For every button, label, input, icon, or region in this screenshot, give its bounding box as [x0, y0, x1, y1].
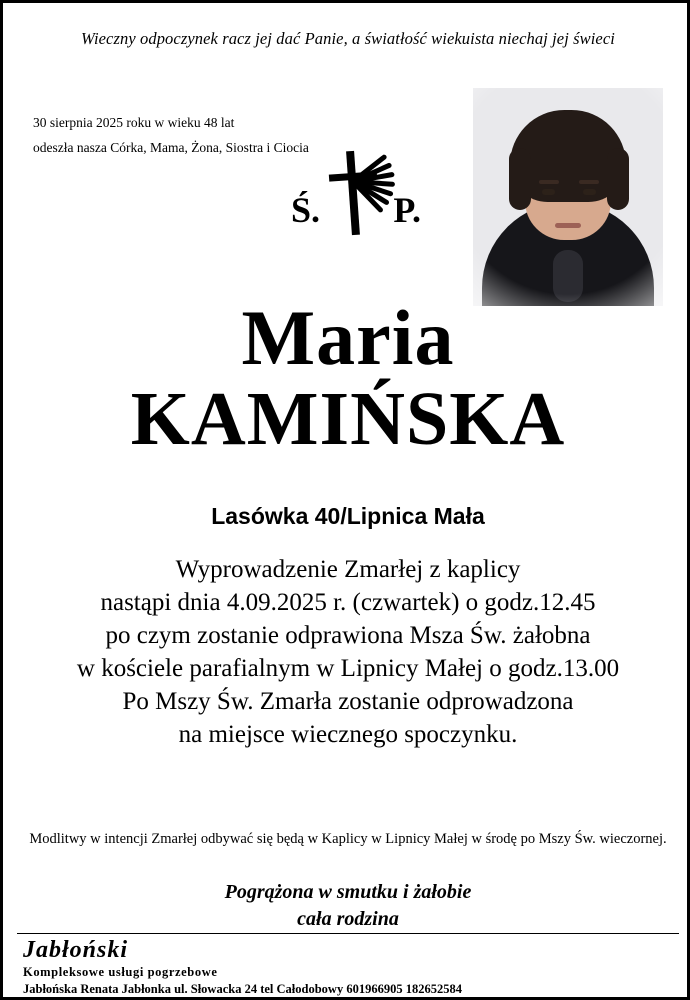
ceremony-line-1: Wyprowadzenie Zmarłej z kaplicy [175, 556, 521, 583]
ceremony-line-5: Po Mszy Św. Zmarła zostanie odprowadzona [122, 688, 574, 715]
portrait-photo [473, 88, 663, 306]
verse-text: Wieczny odpoczynek racz jej dać Panie, a światłość wiekuista niechaj jej świeci [81, 29, 615, 48]
mourning-signature [3, 879, 690, 933]
palm-branch [343, 169, 403, 231]
mourning-line-2: cała rodzina [297, 908, 399, 931]
company-services: Kompleksowe usługi pogrzebowe [23, 965, 218, 979]
photo-vignette [473, 88, 663, 306]
ceremony-line-4: w kościele parafialnym w Lipnicy Małej o godz.13.00 [76, 655, 620, 682]
company-logo-text: Jabłoński [23, 937, 129, 963]
footer-divider [17, 933, 679, 934]
intro-line-2: odeszła nasza Córka, Mama, Żona, Siostra i Ciocia [33, 139, 309, 155]
ceremony-line-3: po czym zostanie odprawiona Msza Św. żałobna [105, 622, 591, 649]
cross-and-palm-icon [291, 151, 421, 241]
monogram-s: Ś. [291, 190, 321, 230]
monogram-p: P. [393, 190, 421, 230]
ceremony-line-2: nastąpi dnia 4.09.2025 r. (czwartek) o godz.12.45 [100, 589, 596, 616]
intro-line-1: 30 sierpnia 2025 roku w wieku 48 lat [33, 115, 235, 130]
mourning-line-1: Pogrążona w smutku i żałobie [224, 881, 472, 903]
intro-block [33, 111, 333, 161]
ceremony-details [3, 553, 690, 751]
deceased-address: Lasówka 40/Lipnica Mała [211, 503, 485, 529]
prayer-note: Modlitwy w intencji Zmarłej odbywać się będą w Kaplicy w Lipnicy Małej w środę po Mszy Św. wieczornej. [29, 831, 667, 847]
ceremony-line-6: na miejsce wiecznego spoczynku. [178, 721, 518, 748]
company-contact: Jabłońska Renata Jabłonka ul. Słowacka 24 tel Całodobowy 601966905 182652584 [23, 982, 462, 996]
deceased-last-name: KAMIŃSKA [130, 377, 566, 461]
deceased-first-name: Maria [241, 294, 455, 381]
